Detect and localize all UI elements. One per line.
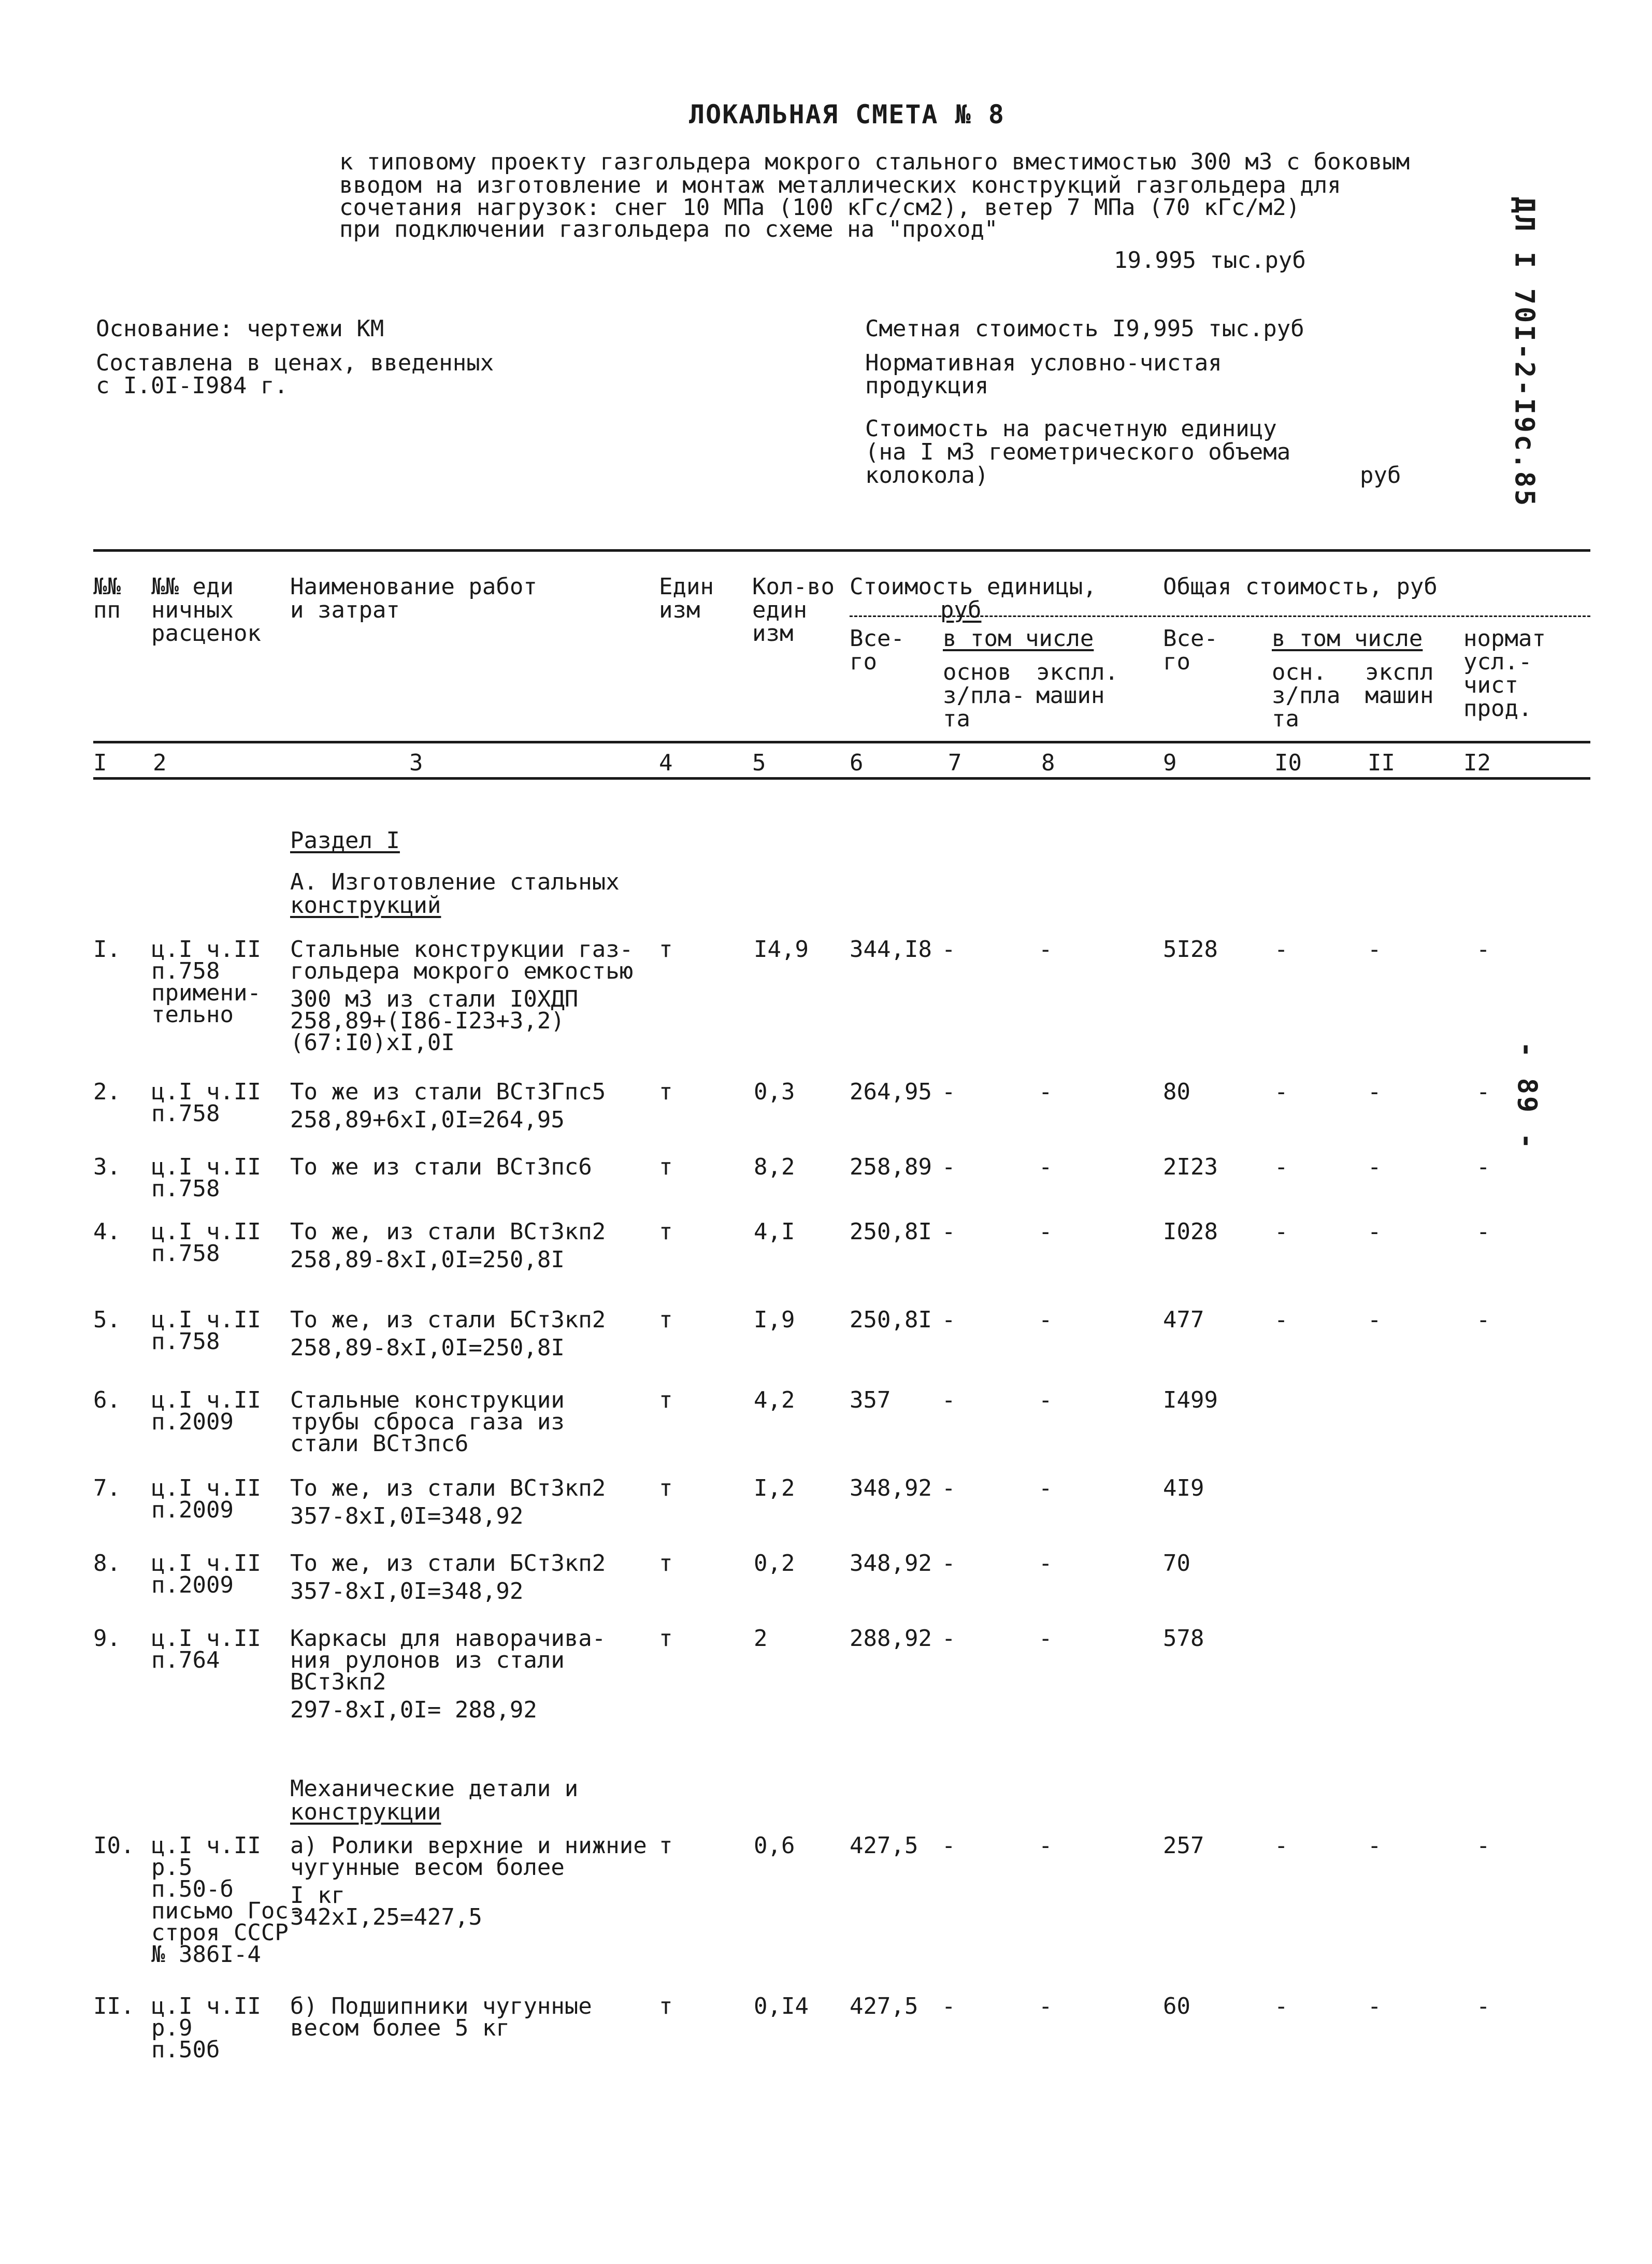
col-number: I2 <box>1463 750 1491 776</box>
work-name: 357-8хI,0I=348,92 <box>290 1578 524 1604</box>
row-number: II. <box>93 1993 135 2019</box>
total-wage: - <box>1274 1993 1288 2019</box>
work-name: 258,89-8хI,0I=250,8I <box>290 1335 565 1361</box>
quantity: 0,3 <box>754 1079 795 1105</box>
row-number: 8. <box>93 1550 121 1577</box>
quantity: 8,2 <box>754 1154 795 1180</box>
subsection-heading: Механические детали и <box>290 1775 579 1802</box>
work-name: Стальные конструкции газ- <box>290 936 634 963</box>
rate-code: р.9 <box>151 2015 193 2041</box>
col-header-2: №№ еди <box>151 574 234 600</box>
unit-price: 348,92 <box>850 1550 932 1577</box>
col-number: I <box>93 750 107 776</box>
numbers-bottom-rule <box>93 777 1590 780</box>
unit: т <box>659 1625 673 1652</box>
work-name: 300 м3 из стали I0ХДП <box>290 986 579 1012</box>
unit: т <box>659 1832 673 1859</box>
work-name: То же, из стали ВСт3кп2 <box>290 1475 606 1501</box>
rate-code: ц.I ч.II <box>151 1832 261 1859</box>
total-cost: I499 <box>1163 1387 1218 1413</box>
col-header-3: Наименование работ <box>290 574 537 600</box>
work-name: I кг <box>290 1882 345 1909</box>
basis-right: колокола) <box>865 462 989 489</box>
unit: т <box>659 1307 673 1333</box>
unit: т <box>659 1387 673 1413</box>
unit-wage: - <box>942 1154 956 1180</box>
work-name: 258,89-8хI,0I=250,8I <box>290 1246 565 1273</box>
basis-right: Нормативная условно-чистая <box>865 350 1222 376</box>
unit: т <box>659 1550 673 1577</box>
rate-code: р.5 <box>151 1854 193 1881</box>
work-name: ВСт3кп2 <box>290 1669 386 1695</box>
unit-machine: - <box>1039 1832 1053 1859</box>
work-name: Каркасы для наворачива- <box>290 1625 606 1652</box>
normative-product: - <box>1476 1154 1490 1180</box>
total-machine: - <box>1368 1993 1382 2019</box>
unit-wage: - <box>942 1079 956 1105</box>
work-name: То же из стали ВСт3пс6 <box>290 1154 592 1180</box>
header-bottom-rule <box>93 741 1590 743</box>
col-number: 3 <box>409 750 423 776</box>
work-name: а) Ролики верхние и нижние <box>290 1832 647 1859</box>
total-cost: 60 <box>1163 1993 1190 2019</box>
unit-machine: - <box>1039 1993 1053 2019</box>
work-name: То же, из стали ВСт3кп2 <box>290 1219 606 1245</box>
total-wage: - <box>1274 1832 1288 1859</box>
page-number: - 89 - <box>1511 1041 1543 1151</box>
row-number: 6. <box>93 1387 121 1413</box>
col-number: 6 <box>850 750 864 776</box>
unit-wage: - <box>942 1475 956 1501</box>
work-name: чугунные весом более <box>290 1854 565 1881</box>
unit-price: 264,95 <box>850 1079 932 1105</box>
col-header-9: Общая стоимость, руб <box>1163 574 1438 600</box>
normative-product: - <box>1476 1079 1490 1105</box>
work-name: б) Подшипники чугунные <box>290 1993 592 2019</box>
total-wage: - <box>1274 936 1288 963</box>
col-number: 9 <box>1163 750 1177 776</box>
normative-product: - <box>1476 1307 1490 1333</box>
basis-right: (на I м3 геометрического объема <box>865 439 1291 465</box>
unit-wage: - <box>942 1307 956 1333</box>
subtitle-line: сочетания нагрузок: снег 10 МПа (100 кГс/см2), ветер 7 МПа (70 кГс/м2) <box>339 194 1300 221</box>
col-header-4: Един <box>659 574 714 600</box>
unit-wage: - <box>942 1625 956 1652</box>
col-header-1: №№ <box>93 574 121 600</box>
unit: т <box>659 1154 673 1180</box>
row-number: I. <box>93 936 121 963</box>
rate-code: п.50б <box>151 2037 220 2063</box>
col-header-7: основ <box>943 659 1012 685</box>
unit: т <box>659 1079 673 1105</box>
unit-machine: - <box>1039 1550 1053 1577</box>
rate-code: п.758 <box>151 1176 220 1202</box>
col-number: 7 <box>948 750 962 776</box>
unit-price: 288,92 <box>850 1625 932 1652</box>
rate-code: ц.I ч.II <box>151 1219 261 1245</box>
work-name: 357-8хI,0I=348,92 <box>290 1503 524 1529</box>
subsection-heading: конструкций <box>290 892 441 919</box>
unit: т <box>659 936 673 963</box>
col-header-6-all: го <box>850 649 877 675</box>
quantity: I,9 <box>754 1307 795 1333</box>
table-top-rule <box>93 549 1590 552</box>
subtitle-line: к типовому проекту газгольдера мокрого стального вместимостью 300 м3 с боковым <box>339 149 1410 175</box>
subtitle-line: при подключении газгольдера по схеме на "проход" <box>339 216 998 242</box>
rate-code: ц.I ч.II <box>151 1993 261 2019</box>
total-cost: 2I23 <box>1163 1154 1218 1180</box>
unit-machine: - <box>1039 1154 1053 1180</box>
col-header-6: Стоимость единицы, <box>850 574 1097 600</box>
basis-right: Стоимость на расчетную единицу <box>865 415 1277 442</box>
work-name: 342хI,25=427,5 <box>290 1904 482 1930</box>
rate-code: п.2009 <box>151 1497 234 1523</box>
col-header-4: изм <box>659 597 700 623</box>
work-name: Стальные конструкции <box>290 1387 565 1413</box>
quantity: 4,2 <box>754 1387 795 1413</box>
subsection-heading: А. Изготовление стальных <box>290 869 620 895</box>
rate-code: письмо Гос- <box>151 1898 303 1924</box>
quantity: 0,I4 <box>754 1993 809 2019</box>
col-number: 2 <box>153 750 167 776</box>
basis-right-unit: руб <box>1360 462 1401 489</box>
rate-code: п.758 <box>151 1100 220 1127</box>
basis-left: с I.0I-I984 г. <box>96 372 288 399</box>
unit-price: 357 <box>850 1387 891 1413</box>
side-stamp: ДЛ I 70I-2-I9с.85 <box>1509 197 1540 508</box>
col-header-10: з/пла <box>1272 682 1341 709</box>
rate-code: ц.I ч.II <box>151 1387 261 1413</box>
unit-machine: - <box>1039 936 1053 963</box>
rate-code: п.2009 <box>151 1409 234 1435</box>
rate-code: ц.I ч.II <box>151 1475 261 1501</box>
col-header-1: пп <box>93 597 121 623</box>
col-header-9-all: го <box>1163 649 1190 675</box>
col-header-5: изм <box>752 620 794 647</box>
unit-wage: - <box>942 1993 956 2019</box>
basis-right: продукция <box>865 372 989 399</box>
quantity: 2 <box>754 1625 768 1652</box>
normative-product: - <box>1476 1993 1490 2019</box>
total-cost: 477 <box>1163 1307 1204 1333</box>
col-number: I0 <box>1274 750 1302 776</box>
row-number: 3. <box>93 1154 121 1180</box>
col-header-6-unit: руб <box>940 597 982 623</box>
total-machine: - <box>1368 1154 1382 1180</box>
basis-right: Сметная стоимость I9,995 тыс.руб <box>865 316 1304 342</box>
unit-wage: - <box>942 1219 956 1245</box>
unit-machine: - <box>1039 1079 1053 1105</box>
basis-left: Основание: чертежи КМ <box>96 316 384 342</box>
unit-machine: - <box>1039 1219 1053 1245</box>
unit-price: 258,89 <box>850 1154 932 1180</box>
total-cost: 80 <box>1163 1079 1190 1105</box>
total-top: 19.995 тыс.руб <box>1114 247 1306 274</box>
col-header-12: чист <box>1463 672 1518 698</box>
rate-code: примени- <box>151 980 261 1006</box>
work-name: То же, из стали БСт3кп2 <box>290 1307 606 1333</box>
col-header-3: и затрат <box>290 597 400 623</box>
rate-code: п.50-б <box>151 1876 234 1902</box>
col-header-5: един <box>752 597 807 623</box>
total-cost: 257 <box>1163 1832 1204 1859</box>
unit-price: 427,5 <box>850 1832 918 1859</box>
work-name: 258,89+6хI,0I=264,95 <box>290 1107 565 1133</box>
unit-machine: - <box>1039 1387 1053 1413</box>
work-name: То же, из стали БСт3кп2 <box>290 1550 606 1577</box>
normative-product: - <box>1476 936 1490 963</box>
rate-code: ц.I ч.II <box>151 1307 261 1333</box>
col-header-7: та <box>943 706 970 732</box>
total-cost: I028 <box>1163 1219 1218 1245</box>
unit-price: 427,5 <box>850 1993 918 2019</box>
total-cost: 5I28 <box>1163 936 1218 963</box>
quantity: I4,9 <box>754 936 809 963</box>
work-name: (67:I0)хI,0I <box>290 1029 455 1056</box>
row-number: 9. <box>93 1625 121 1652</box>
total-cost: 4I9 <box>1163 1475 1204 1501</box>
rate-code: п.758 <box>151 958 220 984</box>
unit-price: 348,92 <box>850 1475 932 1501</box>
rate-code: ц.I ч.II <box>151 1079 261 1105</box>
rate-code: строя СССР <box>151 1919 289 1946</box>
unit-machine: - <box>1039 1307 1053 1333</box>
col-number: II <box>1368 750 1395 776</box>
col-header-12: прод. <box>1463 695 1532 722</box>
quantity: 4,I <box>754 1219 795 1245</box>
work-name: 297-8хI,0I= 288,92 <box>290 1697 537 1723</box>
col-header-12: нормат <box>1463 625 1546 652</box>
work-name: То же из стали ВСт3Гпс5 <box>290 1079 606 1105</box>
col-header-5: Кол-во <box>752 574 835 600</box>
rate-code: п.2009 <box>151 1572 234 1598</box>
row-number: 7. <box>93 1475 121 1501</box>
total-machine: - <box>1368 1219 1382 1245</box>
rate-code: ц.I ч.II <box>151 936 261 963</box>
total-machine: - <box>1368 1307 1382 1333</box>
col-header-6-all: Все- <box>850 625 904 652</box>
col-header-9-all: Все- <box>1163 625 1218 652</box>
quantity: I,2 <box>754 1475 795 1501</box>
total-machine: - <box>1368 1832 1382 1859</box>
col-header-6-incl: в том числе <box>943 625 1094 652</box>
unit-price: 250,8I <box>850 1219 932 1245</box>
col-header-2: ничных <box>151 597 234 623</box>
unit: т <box>659 1993 673 2019</box>
row-number: I0. <box>93 1832 135 1859</box>
row-number: 4. <box>93 1219 121 1245</box>
rate-code: ц.I ч.II <box>151 1550 261 1577</box>
col-header-10: осн. <box>1272 659 1327 685</box>
total-machine: - <box>1368 1079 1382 1105</box>
unit-price: 250,8I <box>850 1307 932 1333</box>
rate-code: ц.I ч.II <box>151 1625 261 1652</box>
total-wage: - <box>1274 1219 1288 1245</box>
col-header-7: з/пла- <box>943 682 1025 709</box>
unit-wage: - <box>942 1832 956 1859</box>
col-header-11: экспл <box>1365 659 1434 685</box>
row-number: 2. <box>93 1079 121 1105</box>
rate-code: тельно <box>151 1001 234 1028</box>
col-header-2: расценок <box>151 620 261 647</box>
work-name: весом более 5 кг <box>290 2015 510 2041</box>
unit: т <box>659 1219 673 1245</box>
work-name: 258,89+(I86-I23+3,2) <box>290 1008 565 1034</box>
unit: т <box>659 1475 673 1501</box>
unit-wage: - <box>942 936 956 963</box>
unit-machine: - <box>1039 1625 1053 1652</box>
work-name: гольдера мокрого емкостью <box>290 958 634 984</box>
unit-wage: - <box>942 1387 956 1413</box>
rate-code: п.764 <box>151 1647 220 1673</box>
document-title: ЛОКАЛЬНАЯ СМЕТА № 8 <box>689 99 1005 130</box>
subsection-heading: конструкции <box>290 1799 441 1825</box>
col-header-12: усл.- <box>1463 649 1532 675</box>
rate-code: ц.I ч.II <box>151 1154 261 1180</box>
subtitle-line: вводом на изготовление и монтаж металлических конструкций газгольдера для <box>339 172 1341 198</box>
col-number: 5 <box>752 750 766 776</box>
total-cost: 578 <box>1163 1625 1204 1652</box>
normative-product: - <box>1476 1832 1490 1859</box>
total-wage: - <box>1274 1307 1288 1333</box>
total-wage: - <box>1274 1079 1288 1105</box>
work-name: трубы сброса газа из <box>290 1409 565 1435</box>
rate-code: п.758 <box>151 1328 220 1355</box>
basis-left: Составлена в ценах, введенных <box>96 350 494 376</box>
quantity: 0,6 <box>754 1832 795 1859</box>
rate-code: № 386I-4 <box>151 1941 261 1968</box>
work-name: ния рулонов из стали <box>290 1647 565 1673</box>
unit-machine: - <box>1039 1475 1053 1501</box>
rate-code: п.758 <box>151 1240 220 1267</box>
unit-wage: - <box>942 1550 956 1577</box>
unit-price: 344,I8 <box>850 936 932 963</box>
col-header-8: экспл. <box>1036 659 1118 685</box>
col-header-8: машин <box>1036 682 1105 709</box>
col-number: 4 <box>659 750 673 776</box>
col-header-11: машин <box>1365 682 1434 709</box>
total-cost: 70 <box>1163 1550 1190 1577</box>
work-name: стали ВСт3пс6 <box>290 1430 469 1457</box>
col-number: 8 <box>1041 750 1055 776</box>
section-heading: Раздел I <box>290 827 400 854</box>
row-number: 5. <box>93 1307 121 1333</box>
quantity: 0,2 <box>754 1550 795 1577</box>
col-header-10: та <box>1272 706 1299 732</box>
col-header-9-incl: в том числе <box>1272 625 1423 652</box>
total-machine: - <box>1368 936 1382 963</box>
total-wage: - <box>1274 1154 1288 1180</box>
normative-product: - <box>1476 1219 1490 1245</box>
